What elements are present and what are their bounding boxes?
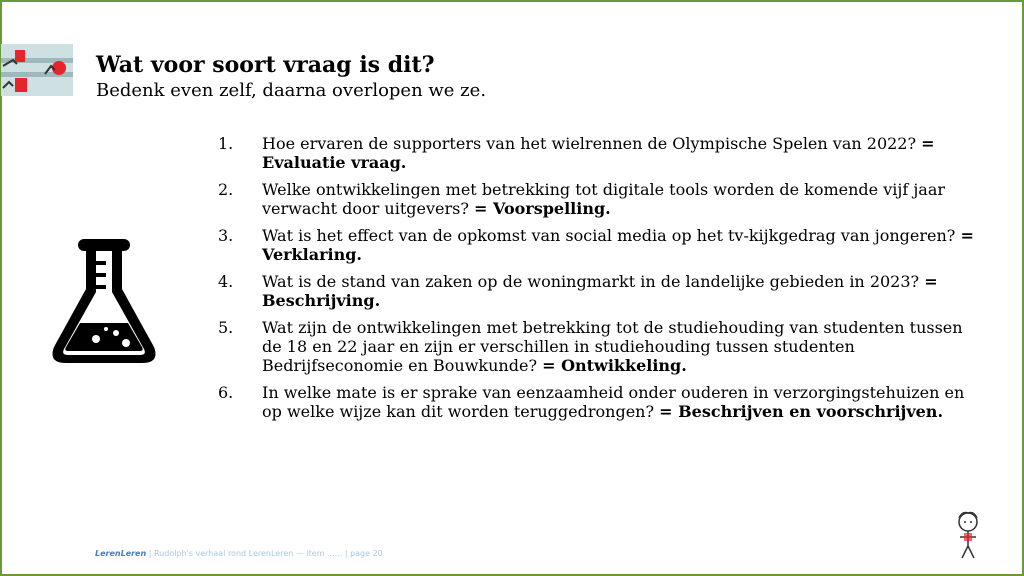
question-text-block <box>262 272 978 310</box>
footer-text: | Rudolph's verhaal rond LerenLeren — item ...... | page 20 <box>148 549 383 558</box>
question-text: Welke ontwikkelingen met betrekking tot digitale tools worden de komende vijf jaar verwacht door uitgevers? <box>262 180 946 218</box>
slide-title: Wat voor soort vraag is dit? <box>96 52 435 78</box>
cyclists-logo-graphic <box>1 44 73 96</box>
question-answer: = Beschrijven en voorschrijven. <box>659 402 944 421</box>
question-item <box>218 134 978 172</box>
question-list <box>218 134 978 429</box>
footer-brand: LerenLeren <box>95 549 147 558</box>
question-answer: = Beschrijving. <box>262 272 938 310</box>
question-text-block <box>262 226 978 264</box>
question-number: 6. <box>218 383 234 402</box>
question-text-block <box>262 134 978 172</box>
question-text: Hoe ervaren de supporters van het wielrennen de Olympische Spelen van 2022? <box>262 134 917 153</box>
question-text: In welke mate is er sprake van eenzaamheid onder ouderen in verzorgingstehuizen en op welke wijze kan dit worden teruggedrongen? <box>262 383 965 421</box>
question-text-block <box>262 318 978 375</box>
question-text: Wat is het effect van de opkomst van social media op het tv-kijkgedrag van jongeren? <box>262 226 956 245</box>
question-text: Wat zijn de ontwikkelingen met betrekking tot de studiehouding van studenten tussen de 18 en 22 jaar en zijn er verschillen in studiehouding tussen studenten Bedrijfseconomie en Bouwkunde? <box>262 318 963 375</box>
question-number: 2. <box>218 180 234 199</box>
question-text: Wat is de stand van zaken op de woningmarkt in de landelijke gebieden in 2023? <box>262 272 920 291</box>
question-item <box>218 180 978 218</box>
question-item <box>218 383 978 421</box>
question-item <box>218 272 978 310</box>
question-answer: = Evaluatie vraag. <box>262 134 935 172</box>
question-number: 3. <box>218 226 234 245</box>
question-answer: = Verklaring. <box>262 226 974 264</box>
flask-icon <box>46 237 162 369</box>
question-item <box>218 226 978 264</box>
question-text-block <box>262 180 978 218</box>
question-answer: = Ontwikkeling. <box>542 356 687 375</box>
question-number: 5. <box>218 318 234 337</box>
question-number: 1. <box>218 134 234 153</box>
question-answer: = Voorspelling. <box>474 199 611 218</box>
question-number: 4. <box>218 272 234 291</box>
mascot-figure-icon <box>950 510 986 560</box>
slide-footer <box>95 549 383 558</box>
question-text-block <box>262 383 978 421</box>
slide-subtitle: Bedenk even zelf, daarna overlopen we ze. <box>96 80 487 101</box>
question-item <box>218 318 978 375</box>
